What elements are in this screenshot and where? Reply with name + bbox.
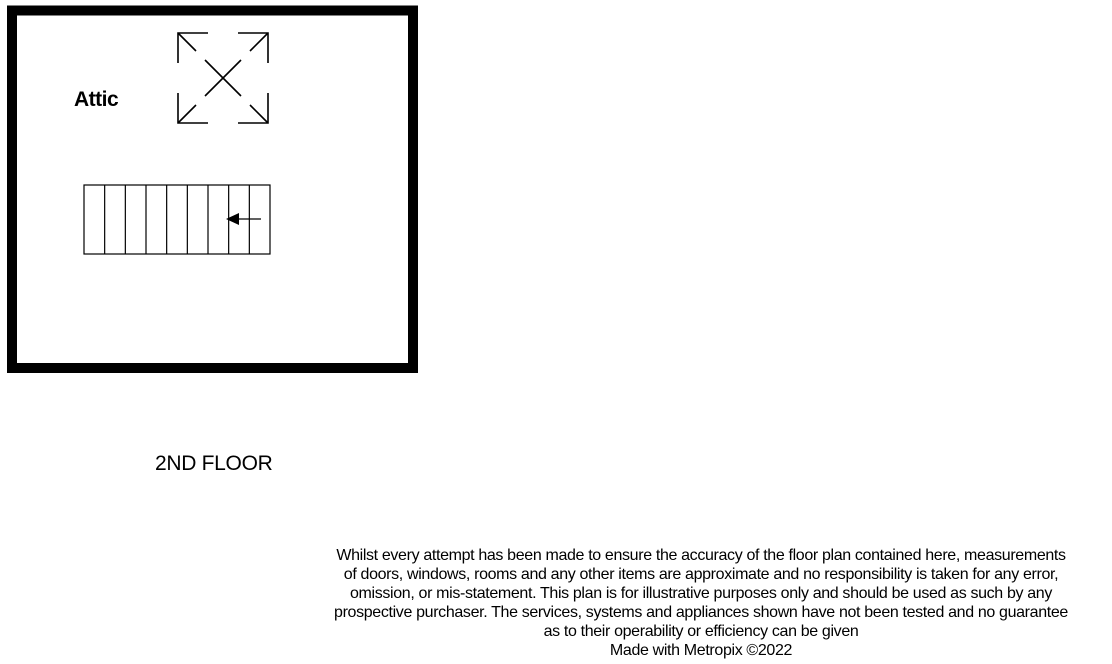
disclaimer-line: omission, or mis-statement. This plan is for illustrative purposes only and should be used as such by any: [350, 585, 1052, 602]
floor-label: 2ND FLOOR: [155, 452, 273, 475]
exterior-wall: [12, 11, 413, 369]
disclaimer: [290, 546, 1112, 660]
room-label-attic: Attic: [74, 88, 119, 111]
disclaimer-line: prospective purchaser. The services, systems and appliances shown have not been tested and no guarantee: [334, 604, 1068, 621]
disclaimer-line: as to their operability or efficiency can be given: [543, 623, 859, 640]
loft-hatch-icon: [178, 33, 268, 123]
disclaimer-line: Whilst every attempt has been made to ensure the accuracy of the floor plan contained here, measurements: [336, 547, 1066, 564]
disclaimer-line: of doors, windows, rooms and any other items are approximate and no responsibility is taken for any error,: [343, 566, 1059, 583]
credit-line: Made with Metropix ©2022: [609, 642, 793, 659]
stair-direction-arrow-icon: [226, 213, 261, 225]
